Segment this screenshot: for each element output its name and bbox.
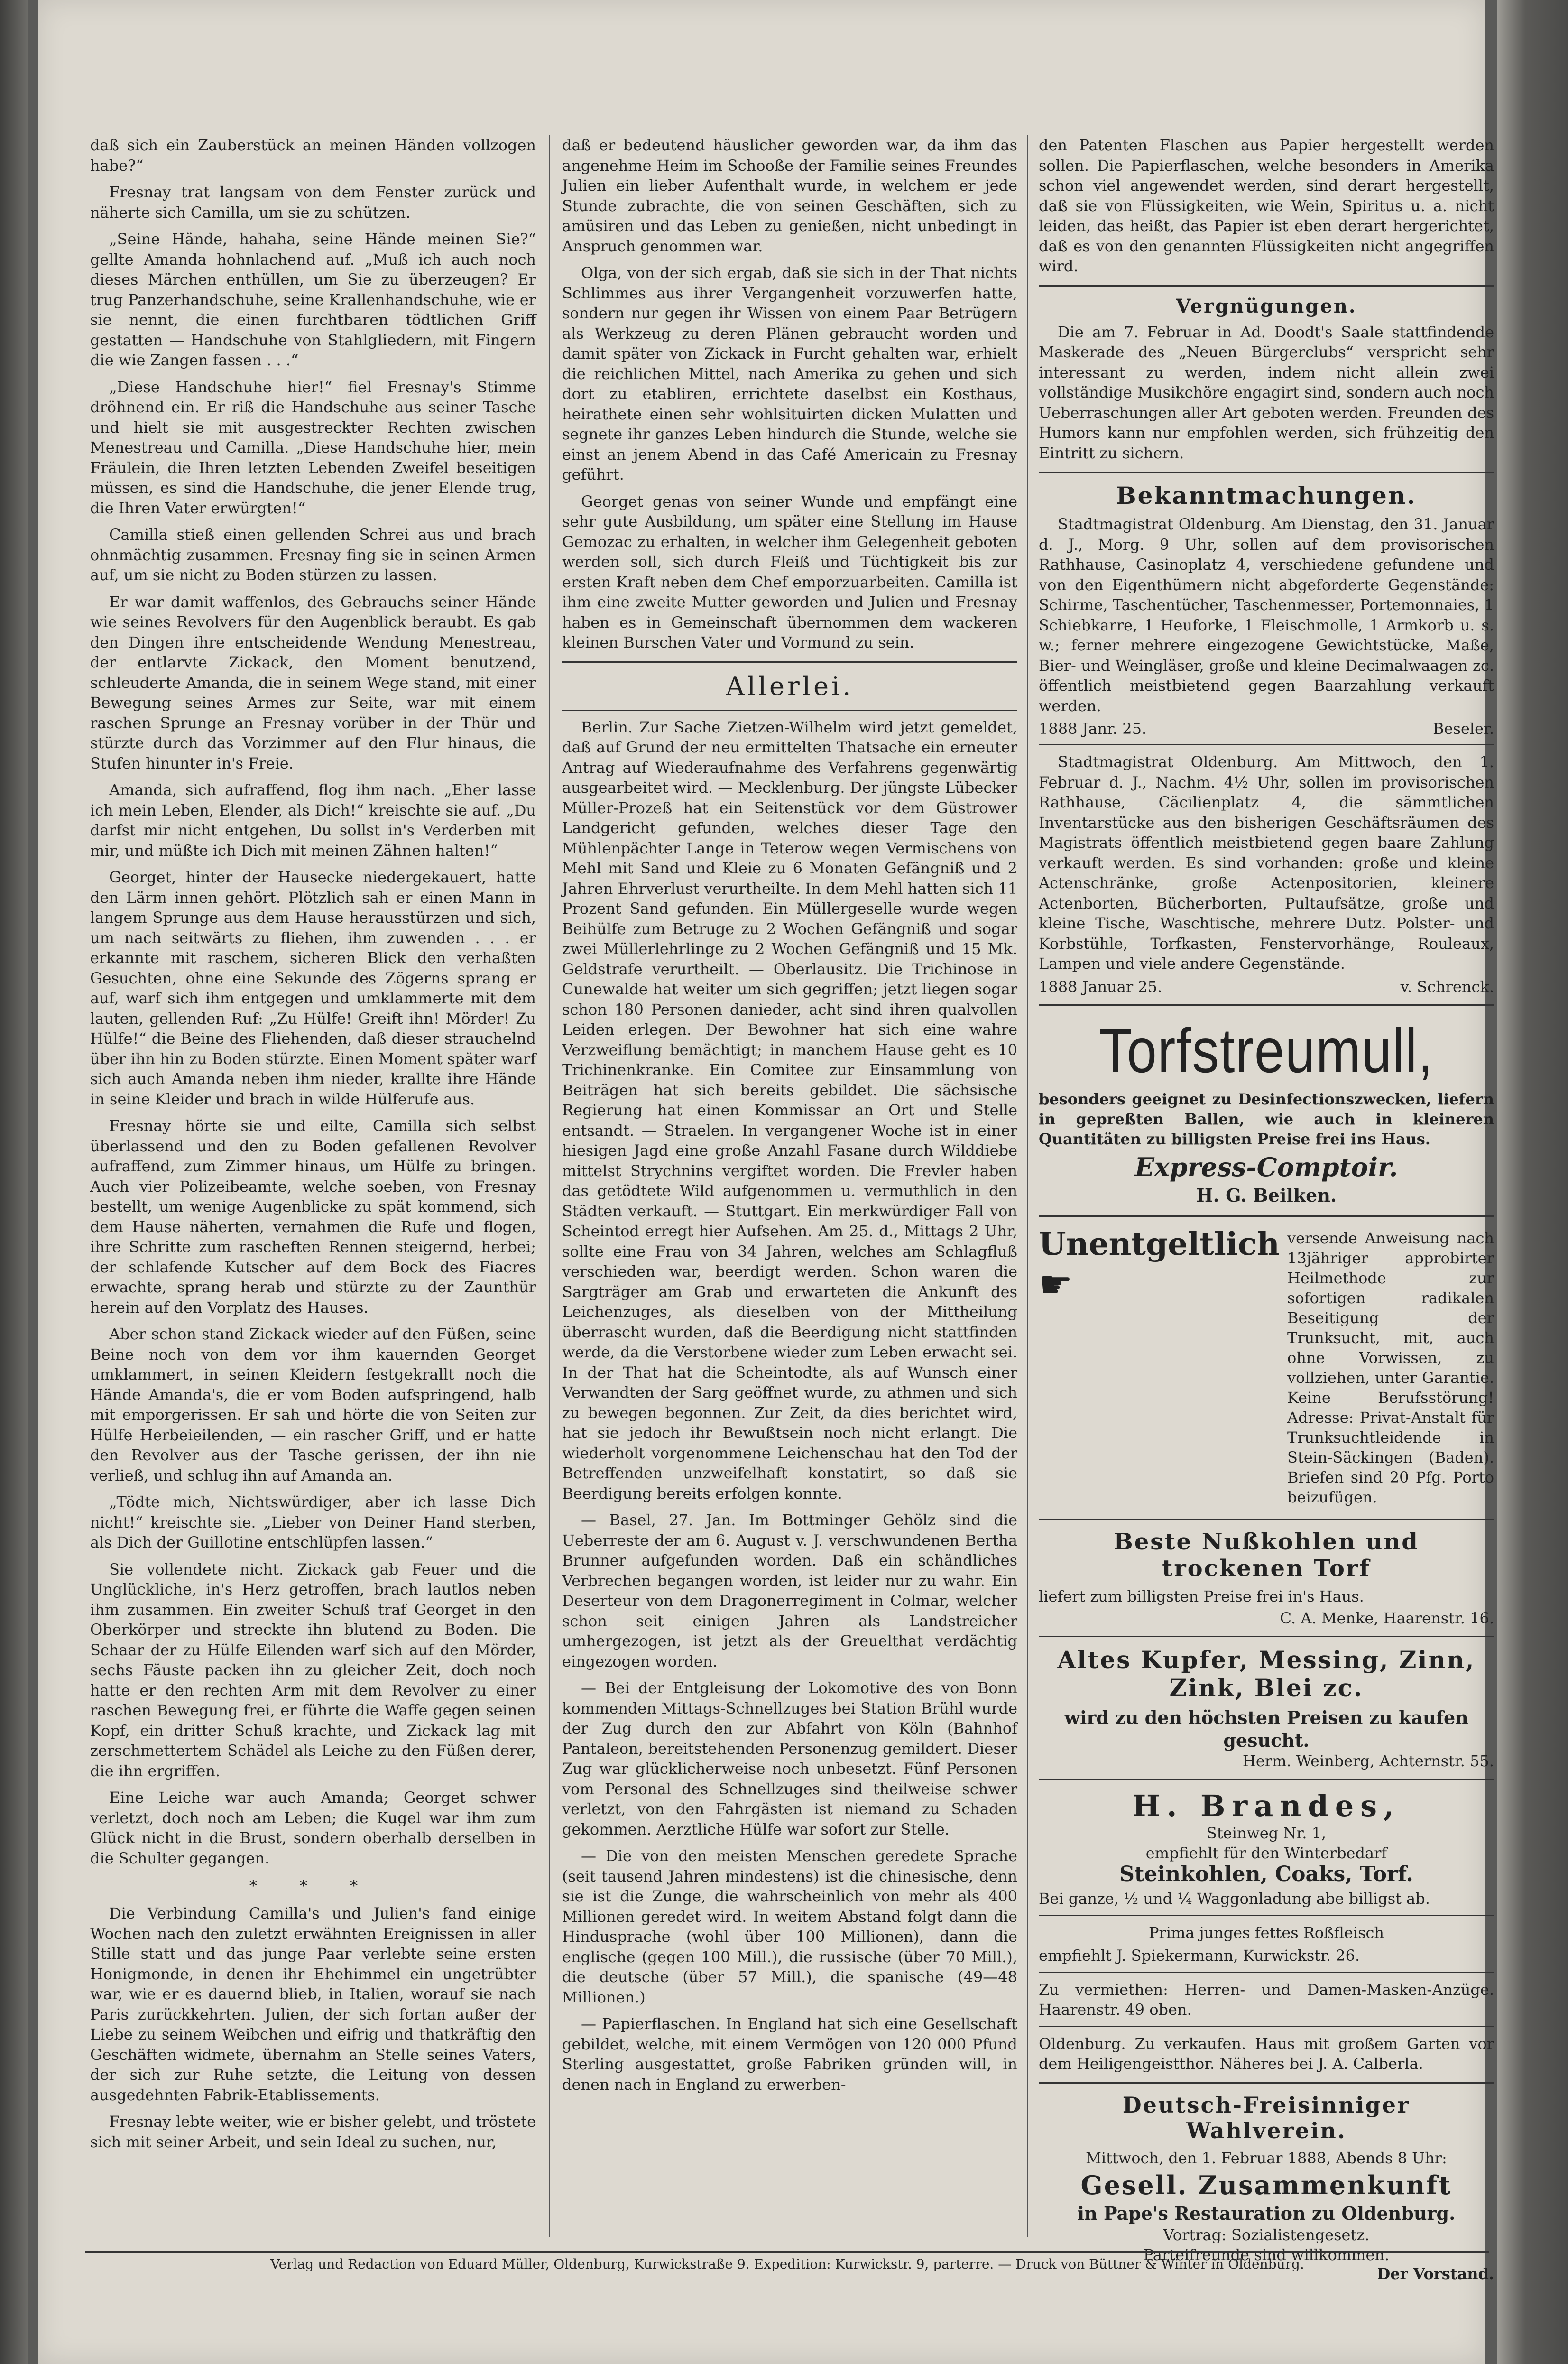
ad-wahlverein-signature: Der Vorstand. (1377, 2264, 1494, 2283)
section-title-bekanntmachungen: Bekanntmachungen. (1116, 482, 1417, 510)
divider (562, 710, 1017, 711)
ad-rossfleisch-title: Prima junges fettes Roßfleisch (1148, 1923, 1384, 1942)
story-paragraph: Eine Leiche war auch Amanda; Georget schwer verletzt, doch noch am Leben; die Kugel war ihm zum Glück nicht in die Brust, sondern oberhalb derselben in die Schulter gegangen. (90, 1789, 536, 1867)
ad-unentgeltlich-title: Unentgeltlich (1039, 1225, 1280, 1262)
story-paragraph: „Diese Handschuhe hier!“ fiel Fresnay's Stimme dröhnend ein. Er riß die Handschuhe aus seiner Tasche und hielt sie mit ausgestreckter Rechten zwischen Menestreau und Camilla. „Diese Handschuhe hier, mein Fräulein, die Ihren letzten Lebenden Zweifel beseitigen müssen, es sind die Handschuhe, die jener Elende trug, die Ihren Vater erwürgten!“ (90, 378, 536, 517)
divider (1039, 1004, 1494, 1006)
ad-brandes-address: Steinweg Nr. 1, (1206, 1824, 1327, 1842)
section-separator: * * * (249, 1877, 377, 1895)
ad-nusskohlen-signature: C. A. Menke, Haarenstr. 16. (1280, 1609, 1494, 1627)
ad-unentgeltlich-text: versende Anweisung nach 13jähriger approbirter Heilmethode zur sofortigen radikalen Beseitigung der Trunksucht, mit, auch ohne Vorwissen, zu vollziehen, unter Garantie. Keine Berufsstörung! Adresse: Privat-Anstalt für Trunksuchtleidende in Stein-Säckingen (Baden). Briefen sind 20 Pfg. Porto beizufügen. (1287, 1229, 1494, 1506)
divider (1039, 2082, 1494, 2084)
news-item: — Die von den meisten Menschen geredete Sprache (seit tausend Jahren mindestens) ist die chinesische, denn sie ist die Zunge, die wahrscheinlich von mehr als 400 Millionen geredet wird. In weitem Abstand folgt dann die Hindusprache (wohl über 100 Millionen), dann die englische (gegen 100 Mill.), die russische (über 70 Mill.), die deutsche (über 57 Mill.), die spanische (49—48 Millionen.) (562, 1847, 1017, 2006)
divider (1039, 1915, 1494, 1916)
column-rule-2 (1027, 135, 1028, 2237)
section-title-allerlei: Allerlei. (726, 671, 854, 701)
column-advertisements (1039, 135, 1494, 2283)
announcement-date: 1888 Janr. 25. (1039, 720, 1147, 738)
ad-nusskohlen-title: Beste Nußkohlen und trockenen Torf (1114, 1528, 1419, 1582)
divider (1039, 1215, 1494, 1217)
ad-torfstreumull-text: besonders geeignet zu Desinfectionszwecken, liefern in gepreßten Ballen, wie auch in kleineren Quantitäten zu billigsten Preise frei ins Haus. (1039, 1090, 1494, 1148)
divider (1039, 1636, 1494, 1637)
announcement: Stadtmagistrat Oldenburg. Am Dienstag, den 31. Januar d. J., Morg. 9 Uhr, sollen auf dem provisorischen Rathhause, Casinoplatz 4, verschiedene gefundene und von den Eigenthümern nicht abgeforderte Gegenstände: Schirme, Taschentücher, Taschenmesser, Portemonnaies, 1 Schiebkarre, 1 Heuforke, 1 Fleischmolle, 1 Armkorb u. s. w.; ferner mehrere eingezogene Gewichtstücke, Maße, Bier- und Weingläser, große und kleine Decimalwaagen zc. öffentlich meistbietend gegen Baarzahlung verkauft werden. (1039, 515, 1494, 715)
ad-unentgeltlich (1039, 1225, 1494, 1510)
news-item: — Bei der Entgleisung der Lokomotive des von Bonn kommenden Mittags-Schnellzuges bei Station Brühl wurde der Zug durch den zur Abfahrt von Köln (Bahnhof Pantaleon, bereitstehenden Personenzug gemildert. Dieser Zug war glücklicherweise noch unbesetzt. Fünf Personen vom Personal des Schnellzuges sind theilweise schwer verletzt, von den Fahrgästen ist niemand zu Schaden gekommen. Aerztliche Hülfe war sofort zur Stelle. (562, 1679, 1017, 1838)
story-paragraph: Fresnay trat langsam von dem Fenster zurück und näherte sich Camilla, um sie zu schützen. (90, 183, 536, 222)
ad-kupfer-title: Altes Kupfer, Messing, Zinn, Zink, Blei zc. (1057, 1645, 1476, 1702)
divider (1039, 1972, 1494, 1973)
news-item: — Basel, 27. Jan. Im Bottminger Gehölz sind die Ueberreste der am 6. August v. J. verschwundenen Bertha Brunner aufgefunden worden. Daß ein schändliches Verbrechen begangen worden, ist leider nur zu wahr. Ein Deserteur von dem Dragonerregiment in Colmar, welcher schon seit einigen Jahren als Landstreicher umhergezogen, ist jetzt als der Greuelthat verdächtig eingezogen worden. (562, 1511, 1017, 1670)
story-paragraph: „Seine Hände, hahaha, seine Hände meinen Sie?“ gellte Amanda hohnlachend auf. „Muß ich auch noch dieses Märchen enthüllen, um Sie zu überzeugen? Er trug Panzerhandschuhe, seine Krallenhandschuhe, wie er sie nennt, die einen furchtbaren tödtlichen Griff gestatten — Handschuhe von Stahlgliedern, mit Fingern die wie Zangen fassen . . .“ (90, 230, 536, 369)
section-title-vergnuegungen: Vergnügungen. (1176, 295, 1357, 317)
ad-brandes-subtitle: empfiehlt für den Winterbedarf (1145, 1844, 1387, 1862)
divider (1039, 2026, 1494, 2027)
scan-edge-left (0, 0, 28, 2364)
news-item: den Patenten Flaschen aus Papier hergestellt werden sollen. Die Papierflaschen, welche besonders in Amerika schon viel angewendet werden, sind derart hergestellt, daß sie von Flüssigkeiten, wie Wein, Spiritus u. a. nicht leiden, das heißt, das Papier ist eben derart hergerichtet, daß es von den genannten Flüssigkeiten nicht angegriffen wird. (1039, 136, 1494, 275)
news-item: — Papierflaschen. In England hat sich eine Gesellschaft gebildet, welche, mit einem Vermögen von 120 000 Pfund Sterling ausgestattet, große Fabriken gründen will, in denen nach in England zu erwerben- (562, 2015, 1017, 2094)
ad-wahlverein-welcome: Parteifreunde sind willkommen. (1143, 2245, 1390, 2264)
announcement-signature: Beseler. (1433, 720, 1494, 738)
announcement-date: 1888 Januar 25. (1039, 977, 1162, 996)
column-news (562, 135, 1017, 2237)
ad-kupfer-signature: Herm. Weinberg, Achternstr. 55. (1242, 1752, 1494, 1770)
ad-wahlverein-vortrag: Vortrag: Sozialistengesetz. (1163, 2225, 1370, 2244)
announcement: Stadtmagistrat Oldenburg. Am Mittwoch, den 1. Februar d. J., Nachm. 4½ Uhr, sollen im provisorischen Rathhause, Cäcilienplatz 4, die sämmtlichen Inventarstücke aus den bisherigen Geschäftsräumen des Magistrats öffentlich meistbietend gegen baare Zahlung verkauft werden. Es sind vorhanden: große und kleine Actenschränke, große Actenpositorien, kleinere Actenborten, Bücherborten, Pultaufsätze, große und kleine Tische, Waschtische, mehrere Dutz. Polster- und Korbstühle, Torfkasten, Fenstervorhänge, Rouleaux, Lampen und viele andere Gegenstände. (1039, 753, 1494, 973)
story-paragraph: Sie vollendete nicht. Zickack gab Feuer und die Unglückliche, in's Herz getroffen, brach lautlos neben ihm zusammen. Ein zweiter Schuß traf Georget in den Oberkörper und streckte ihn blutend zu Boden. Die Schaar der zu Hülfe Eilenden warf sich auf den Mörder, sechs Fäuste packen ihn zu gleicher Zeit, doch noch hatte er den rechten Arm mit dem Revolver zu einer raschen Bewegung frei, er führte die Waffe gegen seinen Kopf, ein dritter Schuß krachte, und Zickack lag mit zerschmettertem Schädel als Leiche zu den Füßen derer, die ihn ergriffen. (90, 1560, 536, 1780)
divider (1039, 1779, 1494, 1780)
story-paragraph: Georget, hinter der Hausecke niedergekauert, hatte den Lärm innen gehört. Plötzlich sah er einen Mann in langem Sprunge aus dem Hause herausstürzen und sich, um nach seitwärts zu fliehen, ihm zuwenden . . . er erkannte mit raschem, sicheren Blick den verhaßten Gesuchten, ohne eine Sekunde des Zögerns sprang er auf, warf sich ihm entgegen und umklammerte mit dem lauten, gellenden Ruf: „Zu Hülfe! Greift ihn! Mörder! Zu Hülfe!“ die Beine des Fliehenden, daß dieser strauchelnd über ihn hin zu Boden stürzte. Einen Moment später warf sich auch Amanda neben ihm nieder, krallte ihre Hände in seine Kleider und brach in wilde Hülferufe aus. (90, 868, 536, 1108)
ad-brandes-title: H. Brandes, (1132, 1788, 1401, 1823)
divider (1039, 472, 1494, 473)
imprint-footer: Verlag und Redaction von Eduard Müller, Oldenburg, Kurwickstraße 9. Expedition: Kurwickstr. 9, parterre. — Druck von Büttner & Winter in Oldenburg. (85, 2251, 1489, 2272)
story-paragraph: daß er bedeutend häuslicher geworden war, da ihm das angenehme Heim im Schooße der Familie seines Freundes Julien ein lieber Aufenthalt wurde, in welchem er jede Stunde zubrachte, die von seinen Geschäften, sich zu amüsiren und das Leben zu genießen, nicht unbedingt in Anspruch genommen war. (562, 136, 1017, 255)
divider (1039, 744, 1494, 745)
ad-torfstreumull-title: Torfstreumull, (1099, 1015, 1434, 1085)
story-paragraph: Camilla stieß einen gellenden Schrei aus und brach ohnmächtig zusammen. Fresnay fing sie in seinen Armen auf, um sie nicht zu Boden stürzen zu lassen. (90, 526, 536, 584)
ad-wahlverein-title: Deutsch-Freisinniger Wahlverein. (1122, 2092, 1411, 2143)
scan-edge-right (1497, 0, 1568, 2364)
news-item: Berlin. Zur Sache Zietzen-Wilhelm wird jetzt gemeldet, daß auf Grund der neu ermittelten Thatsache ein erneuter Antrag auf Wiederaufnahme des Verfahrens gegenwärtig ausgearbeitet wird. — Mecklenburg. Der jüngste Lübecker Müller-Prozeß hat ein Seitenstück vor dem Güstrower Landgericht gefunden, welches dieser Tage den Mühlenpächter Lange in Teterow wegen Vermischens von Mehl mit Sand und Kleie zu 6 Monaten Gefängniß und 2 Jahren Ehrverlust verurtheilte. In dem Mehl hatten sich 11 Prozent Sand gefunden. Ein Müllergeselle wurde wegen Beihülfe zum Betruge zu 2 Wochen Gefängniß und sogar zwei Müllerlehrlinge zu 2 Wochen Gefängniß und 15 Mk. Geldstrafe verurtheilt. — Oberlausitz. Die Trichinose in Cunewalde hat weiter um sich gegriffen; jetzt liegen sogar schon 180 Personen danieder, acht sind ihren qualvollen Leiden erlegen. Der Bewohner hat sich eine wahre Verzweiflung bemächtigt; in manchem Hause geht es 10 Trichinenkranke. Ein Comitee zur Einsammlung von Beiträgen hat sich bereits gebildet. Die sächsische Regierung hat einen Kommissar an Ort und Stelle entsandt. — Straelen. In vergangener Woche ist in einer hiesigen Jagd eine große Anzahl Fasane durch Wilddiebe mittelst Strychnins vergiftet worden. Die Frevler haben das getödtete Wild aufgenommen u. vermuthlich in den Städten verkauft. — Stuttgart. Ein merkwürdiger Fall von Scheintod erregt hier Aufsehen. Am 25. d., Mittags 2 Uhr, sollte eine Frau von 34 Jahren, welches am Schlagfluß verschieden war, beerdigt werden. Schon waren die Sargträger am Grab und erwarteten die Ankunft des Leichenzuges, als dieselben von der Mittheilung überrascht wurden, daß die Beerdigung nicht stattfinden werde, da die Verstorbene wieder zum Leben erwacht sei. In der That hat die Scheintodte, als auf Wunsch einer Verwandten der Sarg geöffnet wurde, zu athmen und sich zu bewegen begonnen. Zur Zeit, da dies berichtet wird, hat sie jedoch ihr Bewußtsein noch nicht erlangt. Die wiederholt vorgenommene Leichenschau hat den Tod der Betreffenden unzweifelhaft konstatirt, so daß sie Beerdigung bereits erfolgen konnte. (562, 718, 1017, 1502)
story-paragraph: Amanda, sich aufraffend, flog ihm nach. „Eher lasse ich mein Leben, Elender, als Dich!“ kreischte sie auf. „Du darfst mir nicht entgehen, Du sollst in's Verderben mit mir, und müßte ich Dich mit meinen Zähnen halten!“ (90, 781, 536, 860)
divider (562, 661, 1017, 663)
newspaper-page (38, 0, 1494, 2364)
ad-rossfleisch-text: empfiehlt J. Spiekermann, Kurwickstr. 26. (1039, 1946, 1360, 1965)
ad-beilken-name: H. G. Beilken. (1196, 1184, 1337, 1206)
news-item: Die am 7. Februar in Ad. Doodt's Saale stattfindende Maskerade des „Neuen Bürgerclubs“ verspricht sehr interessant zu werden, indem nicht allein zwei vollständige Musikchöre engagirt sind, sondern auch noch Ueberraschungen aller Art geboten werden. Freunden des Humors kann nur empfohlen werden, sich frühzeitig den Eintritt zu sichern. (1039, 323, 1494, 462)
ad-brandes-text: Bei ganze, ½ und ¼ Waggonladung abe billigst ab. (1039, 1889, 1430, 1908)
ad-haus: Oldenburg. Zu verkaufen. Haus mit großem Garten vor dem Heiligengeistthor. Näheres bei J. A. Calberla. (1039, 2034, 1494, 2073)
announcement-signature: v. Schrenck. (1400, 977, 1494, 996)
pointing-hand-icon: ☛ (1039, 1262, 1073, 1307)
story-paragraph: Fresnay hörte sie und eilte, Camilla sich selbst überlassend und den zu Boden gefallenen Revolver aufraffend, zum Zimmer hinaus, um Hülfe zu bringen. Auch vier Polizeibeamte, welche soeben, von Fresnay bestellt, um wenige Augenblicke zu spät kommend, sich dem Hause näherten, vernahmen die Rufe und flogen, ihre Schritte zum rascheften Rennen steigernd, herbei; der schlafende Kutscher auf dem Bock des Fiacres erwachte, sprang herab und stürzte zu der Zaunthür herein auf den Vorplatz des Hauses. (90, 1117, 536, 1316)
story-paragraph: Georget genas von seiner Wunde und empfängt eine sehr gute Ausbildung, um später eine Stellung im Hause Gemozac zu erhalten, in welcher ihm Gelegenheit geboten werden soll, sich durch Fleiß und Tüchtigkeit bis zur ersten Kraft neben dem Chef emporzuarbeiten. Camilla ist ihm eine zweite Mutter geworden und Julien und Fresnay haben es in Gemeinschaft übernommen dem wackeren kleinen Burschen Vater und Vormund zu sein. (562, 492, 1017, 651)
column-feuilleton (90, 135, 536, 2237)
ad-brandes-goods: Steinkohlen, Coaks, Torf. (1119, 1862, 1413, 1886)
ad-wahlverein-date: Mittwoch, den 1. Februar 1888, Abends 8 Uhr: (1086, 2149, 1447, 2167)
ad-kupfer-text: wird zu den höchsten Preisen zu kaufen gesucht. (1064, 1706, 1468, 1751)
story-paragraph: Aber schon stand Zickack wieder auf den Füßen, seine Beine noch von dem vor ihm kauernden Georget umklammert, in seinen Kleidern festgekrallt noch die Hände Amanda's, die er vom Boden aufspringend, halb mit emporgerissen. Er sah und hörte die von Seiten zur Hülfe Herbeieilenden, — ein rascher Griff, und er hatte den Revolver aus der Tasche gerissen, der ihn nie verließ, und schlug ihn auf Amanda an. (90, 1325, 536, 1484)
column-rule-1 (549, 135, 550, 2237)
story-paragraph: Fresnay lebte weiter, wie er bisher gelebt, und tröstete sich mit seiner Arbeit, und sein Ideal zu suchen, nur, (90, 2113, 536, 2151)
divider (1039, 285, 1494, 287)
ad-wahlverein-place: in Pape's Restauration zu Oldenburg. (1077, 2202, 1456, 2224)
story-paragraph: Olga, von der sich ergab, daß sie sich in der That nichts Schlimmes aus ihrer Vergangenheit vorzuwerfen hatte, sondern nur gegen ihr Wissen von einem Paar Betrügern als Werkzeug zu deren Plänen gebraucht worden und damit später von Zickack in Furcht gehalten war, erhielt die reichlichen Mittel, nach Amerika zu gehen und sich dort zu etabliren, errichtete daselbst ein Kosthaus, heirathete einen sehr wohlsituirten dicken Mulatten und segnete ihr ganzes Leben hindurch die Stunde, welche sie einst an jenem Abend in das Café Americain zu Fresnay geführt. (562, 264, 1017, 483)
divider (1039, 1519, 1494, 1520)
story-paragraph: „Tödte mich, Nichtswürdiger, aber ich lasse Dich nicht!“ kreischte sie. „Lieber von Deiner Hand sterben, als Dich der Guillotine entschlüpfen lassen.“ (90, 1493, 536, 1551)
ad-nusskohlen-text: liefert zum billigsten Preise frei in's Haus. (1039, 1587, 1364, 1605)
ad-express-comptoir: Express-Comptoir. (1134, 1151, 1398, 1182)
ad-masken: Zu vermiethen: Herren- und Damen-Masken-Anzüge. Haarenstr. 49 oben. (1039, 1980, 1494, 2019)
story-paragraph: daß sich ein Zauberstück an meinen Händen vollzogen habe?“ (90, 136, 536, 175)
ad-wahlverein-event: Gesell. Zusammenkunft (1080, 2169, 1452, 2200)
story-paragraph: Die Verbindung Camilla's und Julien's fand einige Wochen nach den zuletzt erwähnten Ereignissen in aller Stille statt und das junge Paar verlebte seine ersten Honigmonde, in denen ihr Ehehimmel ein ungetrübter war, wie er es dauernd blieb, in Italien, worauf sie nach Paris zurückkehrten. Julien, der sich fortan außer der Liebe zu seinem Weibchen und eifrig und thatkräftig den Geschäften widmete, übernahm an Stelle seines Vaters, der sich zur Ruhe setzte, die Leitung von dessen ausgedehnten Fabrik-Etablissements. (90, 1904, 536, 2104)
story-paragraph: Er war damit waffenlos, des Gebrauchs seiner Hände wie seines Revolvers für den Augenblick beraubt. Es gab den Dingen ihre entscheidende Wendung Menestreau, der entlarvte Zickack, den Moment benutzend, schleuderte Amanda, die in seinem Wege stand, mit einer Bewegung seines Armes zur Seite, war mit einem raschen Sprunge an Fresnay vorüber in der Thür und stürzte durch das Vorzimmer auf den Flur hinaus, die Stufen hinunter in's Freie. (90, 593, 536, 772)
